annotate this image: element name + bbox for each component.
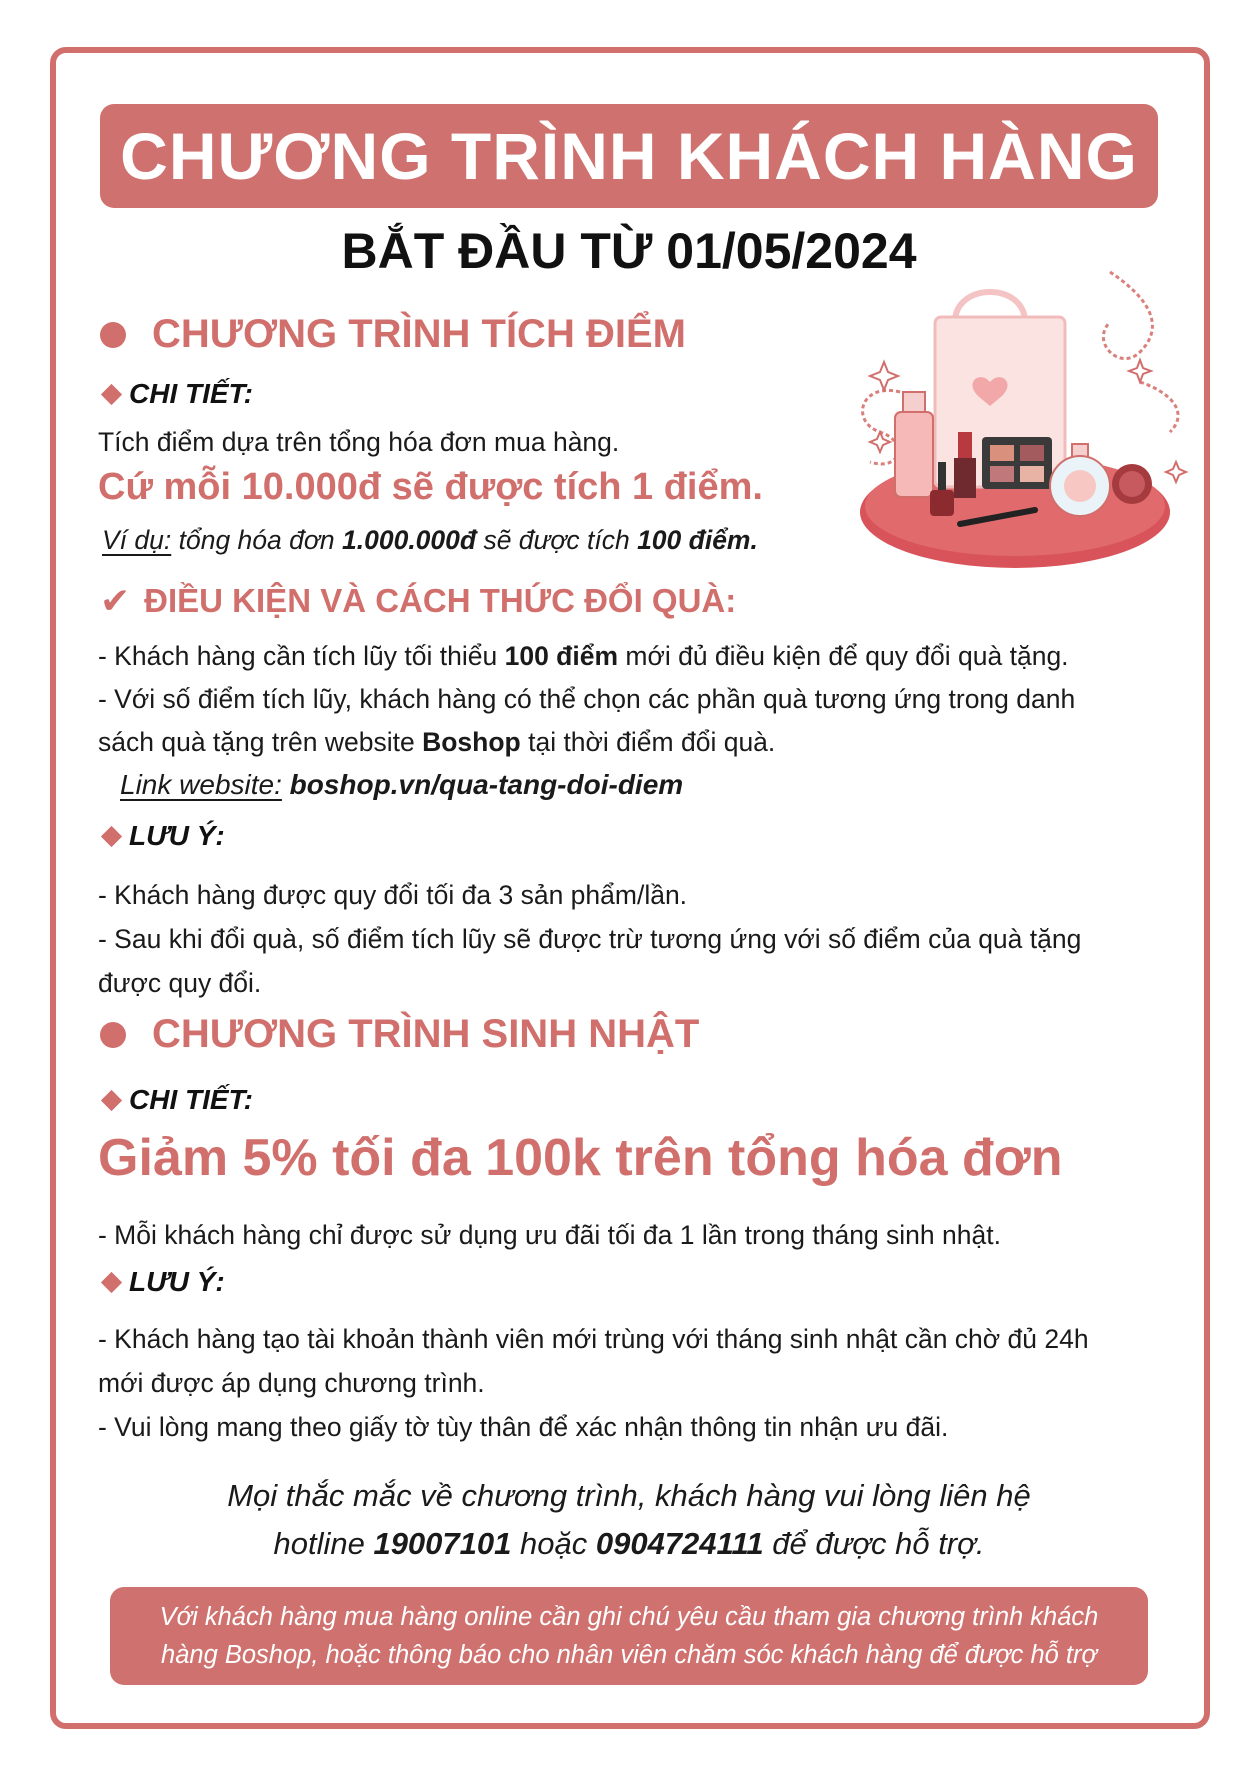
birthday-offer-max: 100k <box>485 1129 601 1187</box>
condition-2-brand: Boshop <box>422 727 521 757</box>
conditions-title: ĐIỀU KIỆN VÀ CÁCH THỨC ĐỔI QUÀ: <box>144 582 737 619</box>
bullet-dot-icon <box>100 322 126 348</box>
birthday-offer-post: trên tổng hóa đơn <box>600 1129 1063 1187</box>
example-points: 100 điểm. <box>637 525 758 555</box>
page-title: CHƯƠNG TRÌNH KHÁCH HÀNG <box>120 119 1138 193</box>
points-rule-points: 1 điểm. <box>632 466 763 508</box>
contact-mid: hoặc <box>511 1526 596 1561</box>
cosmetics-shopping-bag-illustration <box>840 262 1200 592</box>
points-rule-pre: Cứ mỗi <box>98 466 242 508</box>
example-label: Ví dụ: <box>102 525 172 555</box>
example-pre: tổng hóa đơn <box>171 525 342 555</box>
points-note-text: LƯU Ý: <box>129 820 225 851</box>
contact-post: để được hỗ trợ. <box>763 1526 985 1561</box>
points-detail-text: CHI TIẾT: <box>129 378 253 409</box>
points-note-label <box>100 820 225 852</box>
points-note-2-line1: - Sau khi đổi quà, số điểm tích lũy sẽ được trừ tương ứng với số điểm của quà tặng <box>98 924 1082 954</box>
condition-1-pre: - Khách hàng cần tích lũy tối thiểu <box>98 641 505 671</box>
birthday-program-title: CHƯƠNG TRÌNH SINH NHẬT <box>152 1012 700 1056</box>
birthday-program-heading <box>100 1012 699 1057</box>
birthday-detail-label <box>100 1084 253 1116</box>
checkmark-icon: ✔ <box>100 580 131 621</box>
condition-2-post: tại thời điểm đổi quà. <box>520 727 776 757</box>
diamond-icon <box>101 825 122 846</box>
points-description: Tích điểm dựa trên tổng hóa đơn mua hàng. <box>98 427 620 457</box>
contact-line-1: Mọi thắc mắc về chương trình, khách hàng vui lòng liên hệ <box>227 1478 1031 1513</box>
diamond-icon <box>101 383 122 404</box>
example-amount: 1.000.000đ <box>342 525 477 555</box>
website-link-row <box>120 763 683 807</box>
birthday-offer-pre: Giảm <box>98 1129 243 1187</box>
footer-line-1: Với khách hàng mua hàng online cần ghi chú yêu cầu tham gia chương trình khách <box>159 1603 1099 1631</box>
footer-banner <box>110 1587 1148 1685</box>
points-detail-label <box>100 378 253 410</box>
contact-pre: hotline <box>273 1526 374 1561</box>
footer-line-2: hàng Boshop, hoặc thông báo cho nhân viên chăm sóc khách hàng để được hỗ trợ <box>161 1641 1097 1669</box>
points-rule <box>98 466 763 509</box>
condition-1-bold: 100 điểm <box>504 641 619 671</box>
points-note-1: - Khách hàng được quy đổi tối đa 3 sản phẩm/lần. <box>98 880 688 910</box>
birthday-offer-mid: tối đa <box>317 1129 486 1187</box>
bullet-dot-icon <box>100 1022 126 1048</box>
birthday-note-label <box>100 1266 225 1298</box>
website-link[interactable]: boshop.vn/qua-tang-doi-diem <box>281 769 684 800</box>
points-note-2-line2: được quy đổi. <box>98 968 262 998</box>
points-example <box>102 518 758 562</box>
condition-2-line2 <box>98 720 775 764</box>
contact-line-2 <box>0 1520 1258 1568</box>
title-banner <box>100 104 1158 208</box>
points-program-heading <box>100 312 686 357</box>
conditions-label <box>100 580 736 622</box>
condition-1 <box>98 634 1069 678</box>
condition-2-pre: sách quà tặng trên website <box>98 727 423 757</box>
birthday-note-1-line1: - Khách hàng tạo tài khoản thành viên mới trùng với tháng sinh nhật cần chờ đủ 24h <box>98 1324 1089 1354</box>
website-link-label: Link website: <box>120 769 282 800</box>
condition-1-post: mới đủ điều kiện để quy đổi quà tặng. <box>618 641 1069 671</box>
birthday-offer-percent: 5% <box>242 1129 318 1187</box>
points-rule-mid: sẽ được tích <box>381 466 633 508</box>
points-rule-amount: 10.000đ <box>241 466 382 508</box>
condition-2-line1: - Với số điểm tích lũy, khách hàng có thể chọn các phần quà tương ứng trong danh <box>98 684 1076 714</box>
birthday-detail-text: CHI TIẾT: <box>129 1084 253 1115</box>
hotline-1[interactable]: 19007101 <box>373 1526 512 1561</box>
birthday-description: - Mỗi khách hàng chỉ được sử dụng ưu đãi tối đa 1 lần trong tháng sinh nhật. <box>98 1220 1001 1250</box>
hotline-2[interactable]: 0904724111 <box>595 1526 764 1561</box>
start-date: BẮT ĐẦU TỪ 01/05/2024 <box>341 223 917 279</box>
birthday-offer <box>98 1128 1062 1188</box>
birthday-note-2: - Vui lòng mang theo giấy tờ tùy thân để xác nhận thông tin nhận ưu đãi. <box>98 1412 949 1442</box>
birthday-note-1-line2: mới được áp dụng chương trình. <box>98 1368 485 1398</box>
birthday-note-text: LƯU Ý: <box>129 1266 225 1297</box>
diamond-icon <box>101 1271 122 1292</box>
example-mid: sẽ được tích <box>476 525 638 555</box>
points-program-title: CHƯƠNG TRÌNH TÍCH ĐIỂM <box>152 312 686 356</box>
diamond-icon <box>101 1089 122 1110</box>
